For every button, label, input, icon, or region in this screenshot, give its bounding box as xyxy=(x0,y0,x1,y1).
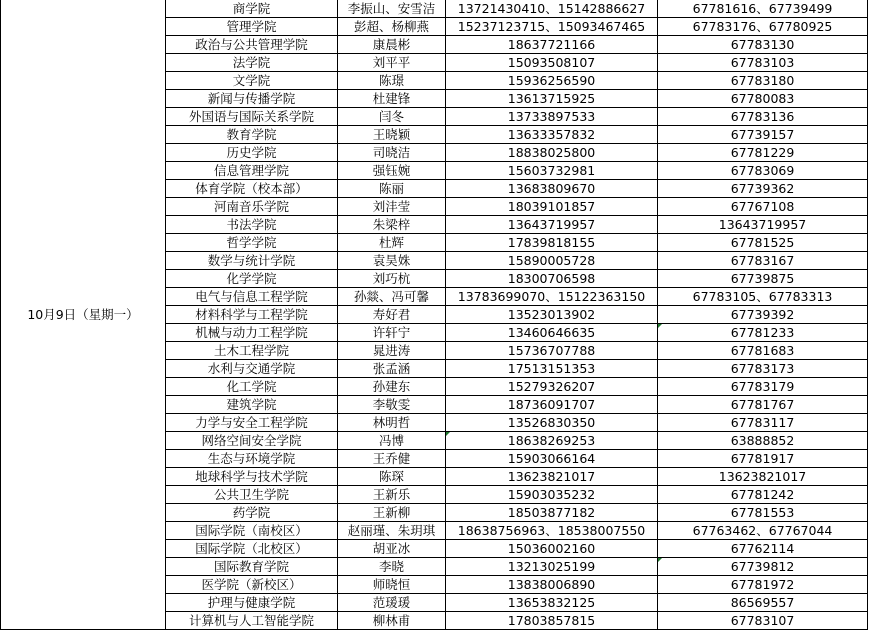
office-phone-cell-text: 67783173 xyxy=(730,360,795,376)
college-cell-text: 力学与安全工程学院 xyxy=(195,414,308,430)
contact-person-cell-text: 刘沣莹 xyxy=(372,198,411,214)
contact-person-cell-text: 陈琛 xyxy=(378,468,404,484)
contact-person-cell[interactable] xyxy=(338,0,446,18)
mobile-phone-cell[interactable] xyxy=(446,504,658,522)
contact-person-cell[interactable] xyxy=(338,18,446,36)
contact-person-cell-text: 孙燚、冯可馨 xyxy=(353,288,429,304)
office-phone-cell-text: 67781917 xyxy=(730,450,795,466)
college-cell-text: 土木工程学院 xyxy=(213,342,289,358)
contact-person-cell-text: 袁昊姝 xyxy=(372,252,411,268)
mobile-phone-cell-text: 15936256590 xyxy=(507,72,596,88)
college-cell[interactable] xyxy=(166,414,338,432)
college-cell[interactable] xyxy=(166,504,338,522)
college-cell-text: 法学院 xyxy=(232,54,271,70)
college-cell-text: 网络空间安全学院 xyxy=(201,432,302,448)
office-phone-cell[interactable] xyxy=(658,342,868,360)
mobile-phone-cell-text: 13526830350 xyxy=(507,414,596,430)
office-phone-cell[interactable] xyxy=(658,54,868,72)
office-phone-cell-text: 67781242 xyxy=(730,486,795,502)
contact-person-cell[interactable] xyxy=(338,288,446,306)
contact-person-cell[interactable] xyxy=(338,324,446,342)
college-cell[interactable] xyxy=(166,162,338,180)
contact-person-cell[interactable] xyxy=(338,360,446,378)
mobile-phone-cell[interactable] xyxy=(446,162,658,180)
contact-person-cell[interactable] xyxy=(338,558,446,576)
mobile-phone-cell[interactable] xyxy=(446,234,658,252)
college-cell-text: 生态与环境学院 xyxy=(207,450,296,466)
mobile-phone-cell-text: 13460646635 xyxy=(507,324,596,340)
table-row xyxy=(1,0,868,18)
mobile-phone-cell[interactable] xyxy=(446,288,658,306)
contact-person-cell[interactable] xyxy=(338,90,446,108)
office-phone-cell[interactable] xyxy=(658,234,868,252)
office-phone-cell[interactable] xyxy=(658,396,868,414)
office-phone-cell[interactable] xyxy=(658,144,868,162)
college-cell[interactable] xyxy=(166,450,338,468)
college-cell[interactable] xyxy=(166,126,338,144)
college-cell[interactable] xyxy=(166,270,338,288)
mobile-phone-cell-text: 13721430410、15142886627 xyxy=(457,0,646,16)
mobile-phone-cell[interactable] xyxy=(446,90,658,108)
college-cell[interactable] xyxy=(166,324,338,342)
contact-person-cell[interactable] xyxy=(338,504,446,522)
contact-person-cell[interactable] xyxy=(338,198,446,216)
mobile-phone-cell[interactable] xyxy=(446,414,658,432)
mobile-phone-cell-text: 17513151353 xyxy=(507,360,596,376)
office-phone-cell-text: 67783179 xyxy=(730,378,795,394)
office-phone-cell-text: 67781553 xyxy=(730,504,795,520)
mobile-phone-cell-text: 15903066164 xyxy=(507,450,596,466)
contact-person-cell-text: 王新乐 xyxy=(372,486,411,502)
office-phone-cell[interactable] xyxy=(658,360,868,378)
mobile-phone-cell-text: 17803857815 xyxy=(507,612,596,628)
contact-person-cell-text: 彭超、杨柳燕 xyxy=(353,18,429,34)
college-cell-text: 化学学院 xyxy=(226,270,277,286)
college-cell-text: 水利与交通学院 xyxy=(207,360,296,376)
office-phone-cell-text: 67739392 xyxy=(730,306,795,322)
mobile-phone-cell-text: 18637721166 xyxy=(507,36,596,52)
office-phone-cell-text: 67739362 xyxy=(730,180,795,196)
college-cell-text: 政治与公共管理学院 xyxy=(195,36,308,52)
contact-person-cell-text: 康晨彬 xyxy=(372,36,411,52)
college-cell-text: 书法学院 xyxy=(226,216,277,232)
contact-person-cell-text: 许轩宁 xyxy=(372,324,411,340)
contact-person-cell-text: 胡亚冰 xyxy=(372,540,411,556)
mobile-phone-cell[interactable] xyxy=(446,594,658,612)
mobile-phone-cell-text: 15036002160 xyxy=(507,540,596,556)
office-phone-cell[interactable] xyxy=(658,0,868,18)
contact-person-cell-text: 李敬雯 xyxy=(372,396,411,412)
office-phone-cell-text: 67783180 xyxy=(730,72,795,88)
contact-person-cell-text: 王乔健 xyxy=(372,450,411,466)
mobile-phone-cell[interactable] xyxy=(446,198,658,216)
mobile-phone-cell[interactable] xyxy=(446,360,658,378)
mobile-phone-cell-text: 18638269253 xyxy=(507,432,596,448)
college-cell-text: 护理与健康学院 xyxy=(207,594,296,610)
contact-person-cell-text: 强钰婉 xyxy=(372,162,411,178)
college-cell-text: 数学与统计学院 xyxy=(207,252,296,268)
office-phone-cell[interactable] xyxy=(658,288,868,306)
contact-person-cell[interactable] xyxy=(338,144,446,162)
contact-person-cell-text: 朱梁梓 xyxy=(372,216,411,232)
contact-person-cell-text: 晁进涛 xyxy=(372,342,411,358)
contact-person-cell[interactable] xyxy=(338,108,446,126)
mobile-phone-cell-text: 17839818155 xyxy=(507,234,596,250)
mobile-phone-cell-text: 18039101857 xyxy=(507,198,596,214)
office-phone-cell-text: 67783105、67783313 xyxy=(692,288,833,304)
mobile-phone-cell-text: 13733897533 xyxy=(507,108,596,124)
office-phone-cell-text: 67781616、67739499 xyxy=(692,0,833,16)
office-phone-cell-text: 67783069 xyxy=(730,162,795,178)
mobile-phone-cell-text: 13643719957 xyxy=(507,216,596,232)
contact-person-cell[interactable] xyxy=(338,594,446,612)
office-phone-cell[interactable] xyxy=(658,36,868,54)
college-cell[interactable] xyxy=(166,360,338,378)
contact-person-cell[interactable] xyxy=(338,450,446,468)
office-phone-cell-text: 86569557 xyxy=(730,594,795,610)
mobile-phone-cell-text: 15736707788 xyxy=(507,342,596,358)
mobile-phone-cell[interactable] xyxy=(446,0,658,18)
office-phone-cell[interactable] xyxy=(658,522,868,540)
contact-person-cell[interactable] xyxy=(338,432,446,450)
college-cell[interactable] xyxy=(166,18,338,36)
mobile-phone-cell[interactable] xyxy=(446,612,658,630)
college-cell-text: 河南音乐学院 xyxy=(213,198,289,214)
college-cell[interactable] xyxy=(166,396,338,414)
college-cell-text: 国际学院（南校区） xyxy=(195,522,308,538)
mobile-phone-cell[interactable] xyxy=(446,126,658,144)
office-phone-cell[interactable] xyxy=(658,126,868,144)
college-cell-text: 电气与信息工程学院 xyxy=(195,288,308,304)
mobile-phone-cell[interactable] xyxy=(446,468,658,486)
contact-person-cell-text: 杜辉 xyxy=(378,234,404,250)
college-cell[interactable] xyxy=(166,198,338,216)
mobile-phone-cell[interactable] xyxy=(446,270,658,288)
college-cell[interactable] xyxy=(166,540,338,558)
college-cell[interactable] xyxy=(166,594,338,612)
error-indicator-icon xyxy=(446,432,450,436)
office-phone-cell-text: 67783136 xyxy=(730,108,795,124)
contact-person-cell-text: 寿好君 xyxy=(372,306,411,322)
office-phone-cell-text: 67767108 xyxy=(730,198,795,214)
office-phone-cell[interactable] xyxy=(658,558,868,576)
college-cell-text: 体育学院（校本部） xyxy=(195,180,308,196)
contact-person-cell[interactable] xyxy=(338,396,446,414)
college-cell-text: 国际学院（北校区） xyxy=(195,540,308,556)
office-phone-cell[interactable] xyxy=(658,432,868,450)
office-phone-cell[interactable] xyxy=(658,378,868,396)
contact-person-cell-text: 王新柳 xyxy=(372,504,411,520)
contact-person-cell[interactable] xyxy=(338,162,446,180)
contact-person-cell[interactable] xyxy=(338,270,446,288)
contact-person-cell-text: 刘巧杭 xyxy=(372,270,411,286)
mobile-phone-cell-text: 15603732981 xyxy=(507,162,596,178)
office-phone-cell-text: 13643719957 xyxy=(718,216,807,232)
college-cell[interactable] xyxy=(166,612,338,630)
contact-person-cell-text: 陈璟 xyxy=(378,72,404,88)
college-cell-text: 管理学院 xyxy=(226,18,277,34)
contact-person-cell-text: 冯博 xyxy=(378,432,404,448)
contact-person-cell-text: 赵丽瑾、朱玥琪 xyxy=(347,522,436,538)
office-phone-cell[interactable] xyxy=(658,252,868,270)
mobile-phone-cell[interactable] xyxy=(446,378,658,396)
office-phone-cell[interactable] xyxy=(658,216,868,234)
office-phone-cell-text: 67783167 xyxy=(730,252,795,268)
office-phone-cell[interactable] xyxy=(658,576,868,594)
college-cell-text: 历史学院 xyxy=(226,144,277,160)
college-cell[interactable] xyxy=(166,180,338,198)
contact-person-cell[interactable] xyxy=(338,216,446,234)
mobile-phone-cell[interactable] xyxy=(446,486,658,504)
college-cell[interactable] xyxy=(166,252,338,270)
office-phone-cell[interactable] xyxy=(658,180,868,198)
college-cell[interactable] xyxy=(166,558,338,576)
office-phone-cell[interactable] xyxy=(658,108,868,126)
mobile-phone-cell[interactable] xyxy=(446,450,658,468)
office-phone-cell-text: 67739812 xyxy=(730,558,795,574)
college-cell-text: 新闻与传播学院 xyxy=(207,90,296,106)
contact-table-body xyxy=(1,0,868,630)
mobile-phone-cell[interactable] xyxy=(446,36,658,54)
office-phone-cell-text: 67781525 xyxy=(730,234,795,250)
office-phone-cell-text: 67739157 xyxy=(730,126,795,142)
mobile-phone-cell-text: 13523013902 xyxy=(507,306,596,322)
college-cell-text: 材料科学与工程学院 xyxy=(195,306,308,322)
mobile-phone-cell-text: 15279326207 xyxy=(507,378,596,394)
college-cell[interactable] xyxy=(166,36,338,54)
college-cell[interactable] xyxy=(166,522,338,540)
mobile-phone-cell[interactable] xyxy=(446,144,658,162)
mobile-phone-cell-text: 13213025199 xyxy=(507,558,596,574)
mobile-phone-cell-text: 18838025800 xyxy=(507,144,596,160)
contact-person-cell[interactable] xyxy=(338,126,446,144)
college-cell[interactable] xyxy=(166,108,338,126)
contact-person-cell[interactable] xyxy=(338,612,446,630)
contact-person-cell[interactable] xyxy=(338,180,446,198)
office-phone-cell-text: 67783130 xyxy=(730,36,795,52)
office-phone-cell[interactable] xyxy=(658,198,868,216)
mobile-phone-cell[interactable] xyxy=(446,342,658,360)
office-phone-cell[interactable] xyxy=(658,162,868,180)
office-phone-cell-text: 67783117 xyxy=(730,414,795,430)
office-phone-cell[interactable] xyxy=(658,486,868,504)
mobile-phone-cell[interactable] xyxy=(446,252,658,270)
mobile-phone-cell[interactable] xyxy=(446,108,658,126)
date-cell[interactable]: 10月9日（星期一） xyxy=(1,0,166,630)
mobile-phone-cell-text: 13613715925 xyxy=(507,90,596,106)
contact-person-cell[interactable] xyxy=(338,468,446,486)
mobile-phone-cell-text: 13623821017 xyxy=(507,468,596,484)
office-phone-cell[interactable] xyxy=(658,468,868,486)
college-cell-text: 化工学院 xyxy=(226,378,277,394)
contact-person-cell-text: 张孟涵 xyxy=(372,360,411,376)
office-phone-cell[interactable] xyxy=(658,450,868,468)
contact-person-cell[interactable] xyxy=(338,252,446,270)
contact-person-cell-text: 孙建东 xyxy=(372,378,411,394)
college-cell[interactable] xyxy=(166,306,338,324)
office-phone-cell[interactable] xyxy=(658,306,868,324)
college-cell-text: 药学院 xyxy=(232,504,271,520)
contact-person-cell-text: 陈丽 xyxy=(378,180,404,196)
mobile-phone-cell-text: 13653832125 xyxy=(507,594,596,610)
contact-person-cell-text: 范瑗瑗 xyxy=(372,594,411,610)
mobile-phone-cell-text: 13633357832 xyxy=(507,126,596,142)
college-cell[interactable] xyxy=(166,54,338,72)
college-cell-text: 机械与动力工程学院 xyxy=(195,324,308,340)
mobile-phone-cell[interactable] xyxy=(446,396,658,414)
college-cell[interactable] xyxy=(166,486,338,504)
mobile-phone-cell[interactable] xyxy=(446,180,658,198)
contact-person-cell[interactable] xyxy=(338,342,446,360)
mobile-phone-cell-text: 18503877182 xyxy=(507,504,596,520)
office-phone-cell[interactable] xyxy=(658,324,868,342)
college-cell-text: 外国语与国际关系学院 xyxy=(188,108,314,124)
college-cell-text: 教育学院 xyxy=(226,126,277,142)
contact-person-cell-text: 司晓洁 xyxy=(372,144,411,160)
mobile-phone-cell[interactable] xyxy=(446,18,658,36)
college-cell-text: 建筑学院 xyxy=(226,396,277,412)
college-cell-text: 国际教育学院 xyxy=(213,558,289,574)
mobile-phone-cell[interactable] xyxy=(446,306,658,324)
mobile-phone-cell-text: 13838006890 xyxy=(507,576,596,592)
college-cell-text: 商学院 xyxy=(232,0,271,16)
contact-person-cell[interactable] xyxy=(338,576,446,594)
contact-person-cell-text: 李晓 xyxy=(378,558,404,574)
office-phone-cell-text: 13623821017 xyxy=(718,468,807,484)
contact-person-cell[interactable] xyxy=(338,414,446,432)
error-indicator-icon xyxy=(658,324,662,328)
mobile-phone-cell-text: 18300706598 xyxy=(507,270,596,286)
office-phone-cell-text: 67762114 xyxy=(730,540,795,556)
college-cell[interactable] xyxy=(166,234,338,252)
office-phone-cell-text: 67781229 xyxy=(730,144,795,160)
college-cell-text: 医学院（新校区） xyxy=(201,576,302,592)
office-phone-cell-text: 67781767 xyxy=(730,396,795,412)
college-cell[interactable] xyxy=(166,0,338,18)
college-cell[interactable] xyxy=(166,90,338,108)
office-phone-cell[interactable] xyxy=(658,18,868,36)
office-phone-cell[interactable] xyxy=(658,504,868,522)
college-cell[interactable] xyxy=(166,144,338,162)
office-phone-cell-text: 67783103 xyxy=(730,54,795,70)
college-cell[interactable] xyxy=(166,468,338,486)
contact-person-cell[interactable] xyxy=(338,54,446,72)
contact-person-cell-text: 师晓恒 xyxy=(372,576,411,592)
office-phone-cell[interactable] xyxy=(658,270,868,288)
contact-person-cell[interactable] xyxy=(338,72,446,90)
contact-person-cell[interactable] xyxy=(338,522,446,540)
mobile-phone-cell[interactable] xyxy=(446,216,658,234)
contact-person-cell-text: 李振山、安雪洁 xyxy=(347,0,436,16)
contact-person-cell-text: 刘平平 xyxy=(372,54,411,70)
college-cell[interactable] xyxy=(166,288,338,306)
mobile-phone-cell-text: 18638756963、18538007550 xyxy=(457,522,646,538)
mobile-phone-cell-text: 18736091707 xyxy=(507,396,596,412)
college-cell[interactable] xyxy=(166,342,338,360)
college-cell-text: 公共卫生学院 xyxy=(213,486,289,502)
college-cell-text: 信息管理学院 xyxy=(213,162,289,178)
mobile-phone-cell-text: 15093508107 xyxy=(507,54,596,70)
contact-person-cell[interactable] xyxy=(338,540,446,558)
mobile-phone-cell-text: 13783699070、15122363150 xyxy=(457,288,646,304)
contact-person-cell[interactable] xyxy=(338,36,446,54)
contact-person-cell-text: 闫冬 xyxy=(378,108,404,124)
contact-person-cell-text: 杜建锋 xyxy=(372,90,411,106)
office-phone-cell[interactable] xyxy=(658,594,868,612)
office-phone-cell[interactable] xyxy=(658,612,868,630)
mobile-phone-cell[interactable] xyxy=(446,558,658,576)
office-phone-cell-text: 67781233 xyxy=(730,324,795,340)
college-cell-text: 哲学学院 xyxy=(226,234,277,250)
contact-person-cell[interactable] xyxy=(338,234,446,252)
office-phone-cell-text: 67781972 xyxy=(730,576,795,592)
contact-person-cell[interactable] xyxy=(338,486,446,504)
contact-person-cell-text: 柳林甫 xyxy=(372,612,411,628)
office-phone-cell-text: 67739875 xyxy=(730,270,795,286)
contact-person-cell[interactable] xyxy=(338,378,446,396)
mobile-phone-cell[interactable] xyxy=(446,522,658,540)
office-phone-cell[interactable] xyxy=(658,72,868,90)
contact-person-cell-text: 林明哲 xyxy=(372,414,411,430)
college-cell[interactable] xyxy=(166,432,338,450)
mobile-phone-cell[interactable] xyxy=(446,432,658,450)
mobile-phone-cell-text: 15237123715、15093467465 xyxy=(457,18,646,34)
office-phone-cell-text: 67763462、67767044 xyxy=(692,522,833,538)
office-phone-cell[interactable] xyxy=(658,90,868,108)
office-phone-cell-text: 67780083 xyxy=(730,90,795,106)
office-phone-cell-text: 67783107 xyxy=(730,612,795,628)
college-cell[interactable] xyxy=(166,72,338,90)
office-phone-cell-text: 67783176、67780925 xyxy=(692,18,833,34)
college-cell-text: 文学院 xyxy=(232,72,271,88)
mobile-phone-cell-text: 15890005728 xyxy=(507,252,596,268)
mobile-phone-cell[interactable] xyxy=(446,540,658,558)
college-cell[interactable] xyxy=(166,216,338,234)
mobile-phone-cell-text: 13683809670 xyxy=(507,180,596,196)
office-phone-cell[interactable] xyxy=(658,414,868,432)
mobile-phone-cell[interactable] xyxy=(446,576,658,594)
mobile-phone-cell-text: 15903035232 xyxy=(507,486,596,502)
college-cell-text: 计算机与人工智能学院 xyxy=(188,612,314,628)
contact-person-cell[interactable] xyxy=(338,306,446,324)
college-cell[interactable] xyxy=(166,378,338,396)
office-phone-cell-text: 63888852 xyxy=(730,432,795,448)
mobile-phone-cell[interactable] xyxy=(446,324,658,342)
college-cell[interactable] xyxy=(166,576,338,594)
contact-person-cell-text: 王晓颖 xyxy=(372,126,411,142)
mobile-phone-cell[interactable] xyxy=(446,54,658,72)
office-phone-cell-text: 67781683 xyxy=(730,342,795,358)
error-indicator-icon xyxy=(658,558,662,562)
mobile-phone-cell[interactable] xyxy=(446,72,658,90)
college-cell-text: 地球科学与技术学院 xyxy=(195,468,308,484)
office-phone-cell[interactable] xyxy=(658,540,868,558)
